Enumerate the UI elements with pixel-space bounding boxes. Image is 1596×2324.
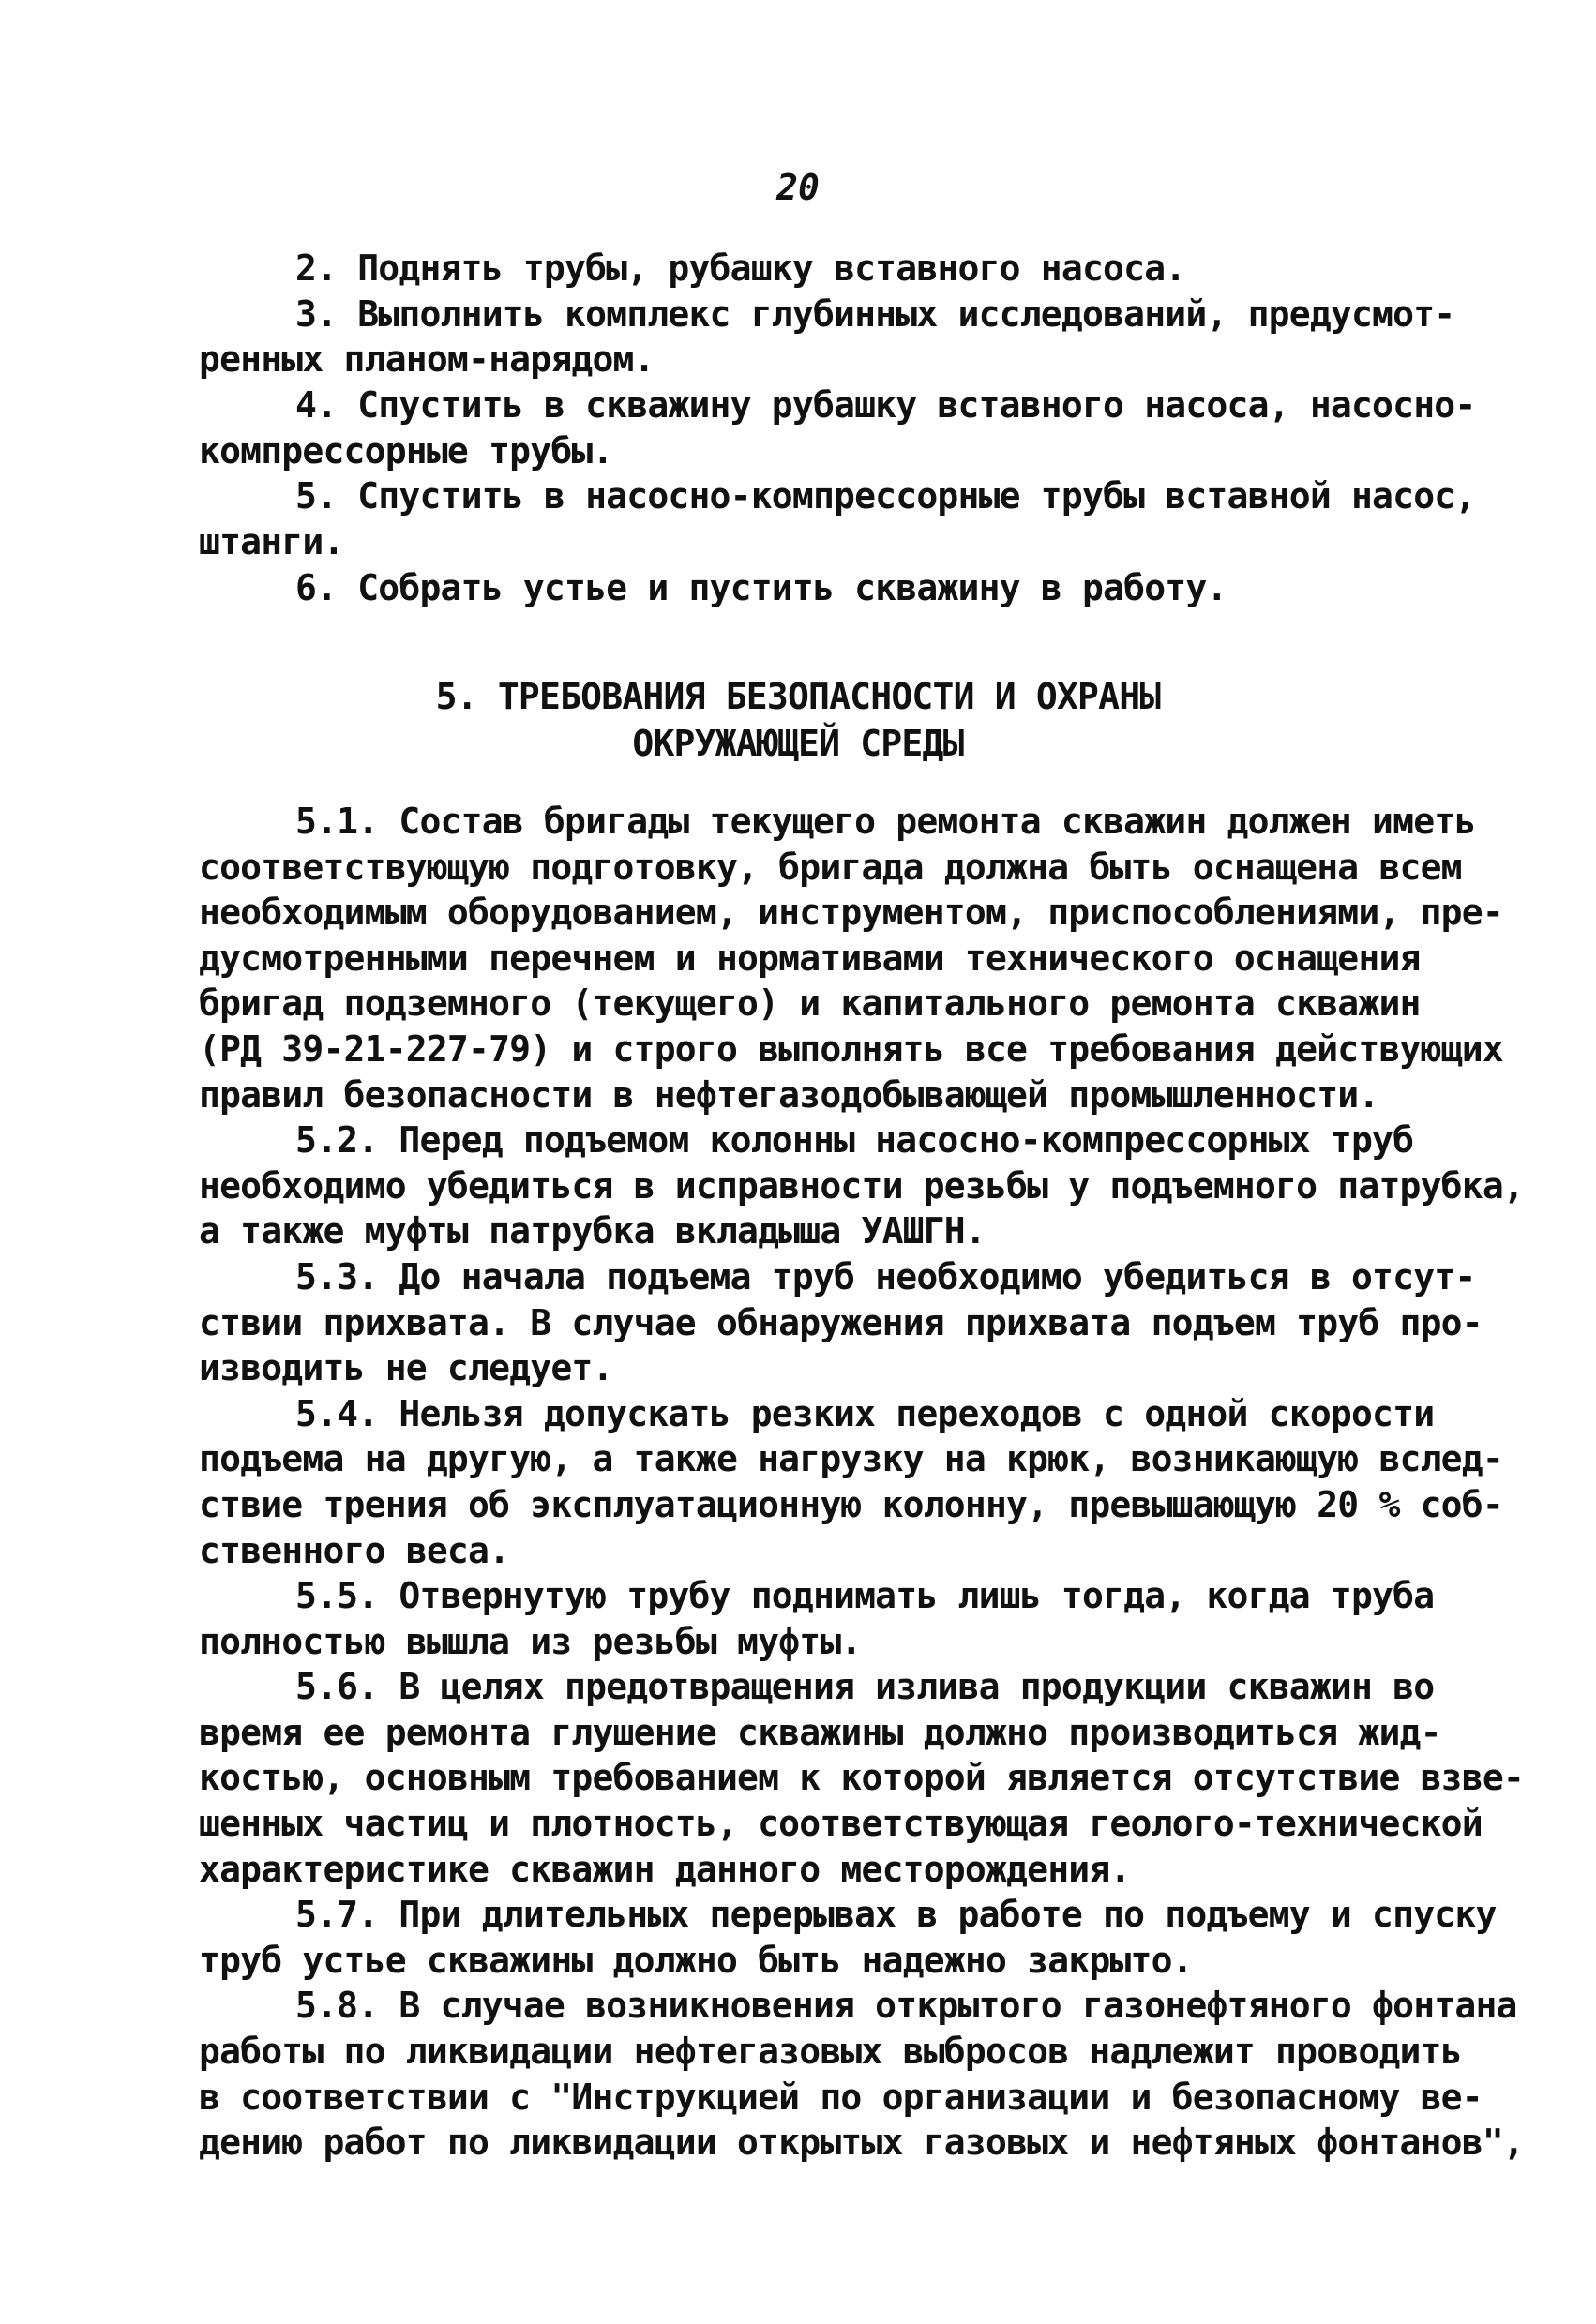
page-number: 20: [776, 167, 820, 208]
procedure-step-line: 6. Собрать устье и пустить скважину в работу.: [295, 566, 1227, 608]
procedure-step-line: 5. Спустить в насосно-компрессорные трубы вставной насос,: [295, 475, 1476, 517]
paragraph: [199, 1573, 1435, 1664]
paragraph: [199, 1254, 1483, 1391]
paragraph-line: работы по ликвидации нефтегазовых выбросов надлежит проводить: [199, 2031, 1462, 2073]
procedure-step-line: 4. Спустить в скважину рубашку вставного насоса, насосно-: [295, 384, 1476, 427]
paragraph: [199, 1892, 1497, 1983]
section-body-text: [199, 799, 1524, 2166]
paragraph-line: шенных частиц и плотность, соответствующая геолого-технической: [199, 1803, 1483, 1845]
paragraph-line: правил безопасности в нефтегазодобывающей промышленности.: [199, 1073, 1379, 1116]
procedure-step: [199, 473, 1476, 564]
paragraph: [199, 1664, 1524, 1892]
paragraph-line: время ее ремонта глушение скважины должно производиться жид-: [199, 1711, 1441, 1753]
paragraph-line: ственного веса.: [199, 1529, 510, 1571]
procedure-step: [199, 382, 1476, 473]
paragraph-line: необходимо убедиться в исправности резьбы у подъемного патрубка,: [199, 1164, 1524, 1207]
paragraph-line: ствии прихвата. В случае обнаружения прихвата подъем труб про-: [199, 1301, 1483, 1343]
procedure-step-line: штанги.: [199, 521, 344, 563]
paragraph-line: необходимым оборудованием, инструментом, приспособлениями, пре-: [199, 892, 1503, 934]
procedure-step: [199, 246, 1408, 292]
paragraph: [199, 1983, 1524, 2165]
paragraph: [199, 799, 1503, 1117]
paragraph-line: 5.7. При длительных перерывах в работе по подъему и спуску: [295, 1894, 1497, 1936]
section-heading-line-1: 5. ТРЕБОВАНИЯ БЕЗОПАСНОСТИ И ОХРАНЫ: [435, 676, 1161, 717]
paragraph-line: дусмотренными перечнем и нормативами технического оснащения: [199, 937, 1421, 979]
paragraph-line: изводить не следует.: [199, 1347, 613, 1389]
paragraph: [199, 1391, 1503, 1573]
paragraph-line: труб устье скважины должно быть надежно закрыто.: [199, 1939, 1193, 1981]
paragraph-line: 5.8. В случае возникновения открытого газонефтяного фонтана: [295, 1985, 1517, 2027]
paragraph-line: бригад подземного (текущего) и капитального ремонта скважин: [199, 982, 1421, 1025]
paragraph-line: 5.1. Состав бригады текущего ремонта скважин должен иметь: [295, 801, 1476, 842]
procedure-step: [199, 565, 1408, 611]
paragraph-line: характеристике скважин данного месторождения.: [199, 1848, 1131, 1890]
paragraph-line: 5.3. До начала подъема труб необходимо убедиться в отсут-: [295, 1255, 1476, 1297]
paragraph-line: подъема на другую, а также нагрузку на крюк, возникающую вслед-: [199, 1438, 1503, 1480]
paragraph-line: в соответствии с "Инструкцией по организации и безопасному ве-: [199, 2076, 1483, 2118]
paragraph-line: ствие трения об эксплуатационную колонну, превышающую 20 % соб-: [199, 1483, 1503, 1525]
procedure-steps-list: [199, 246, 1476, 611]
paragraph-line: 5.2. Перед подъемом колонны насосно-компрессорных труб: [295, 1119, 1414, 1162]
paragraph-line: 5.5. Отвернутую трубу поднимать лишь тогда, когда труба: [295, 1575, 1435, 1617]
procedure-step-line: 3. Выполнить комплекс глубинных исследований, предусмот-: [295, 292, 1455, 335]
section-heading-line-2: ОКРУЖАЮЩЕЙ СРЕДЫ: [632, 723, 964, 764]
paragraph-line: 5.6. В целях предотвращения излива продукции скважин во: [295, 1666, 1435, 1708]
paragraph-line: (РД 39-21-227-79) и строго выполнять все требования действующих: [199, 1027, 1503, 1070]
paragraph: [199, 1117, 1524, 1254]
procedure-step-line: компрессорные трубы.: [199, 429, 613, 472]
paragraph-line: а также муфты патрубка вкладыша УАШГН.: [199, 1210, 986, 1252]
paragraph-line: костью, основным требованием к которой является отсутствие взве-: [199, 1757, 1524, 1799]
procedure-step-line: ренных планом-нарядом.: [199, 338, 655, 381]
paragraph-line: полностью вышла из резьбы муфты.: [199, 1620, 862, 1662]
paragraph-line: дению работ по ликвидации открытых газовых и нефтяных фонтанов",: [199, 2122, 1524, 2164]
paragraph-line: 5.4. Нельзя допускать резких переходов с одной скорости: [295, 1392, 1435, 1434]
procedure-step-line: 2. Поднять трубы, рубашку вставного насоса.: [295, 247, 1186, 289]
procedure-step: [199, 292, 1455, 382]
paragraph-line: соответствующую подготовку, бригада должна быть оснащена всем: [199, 846, 1462, 888]
